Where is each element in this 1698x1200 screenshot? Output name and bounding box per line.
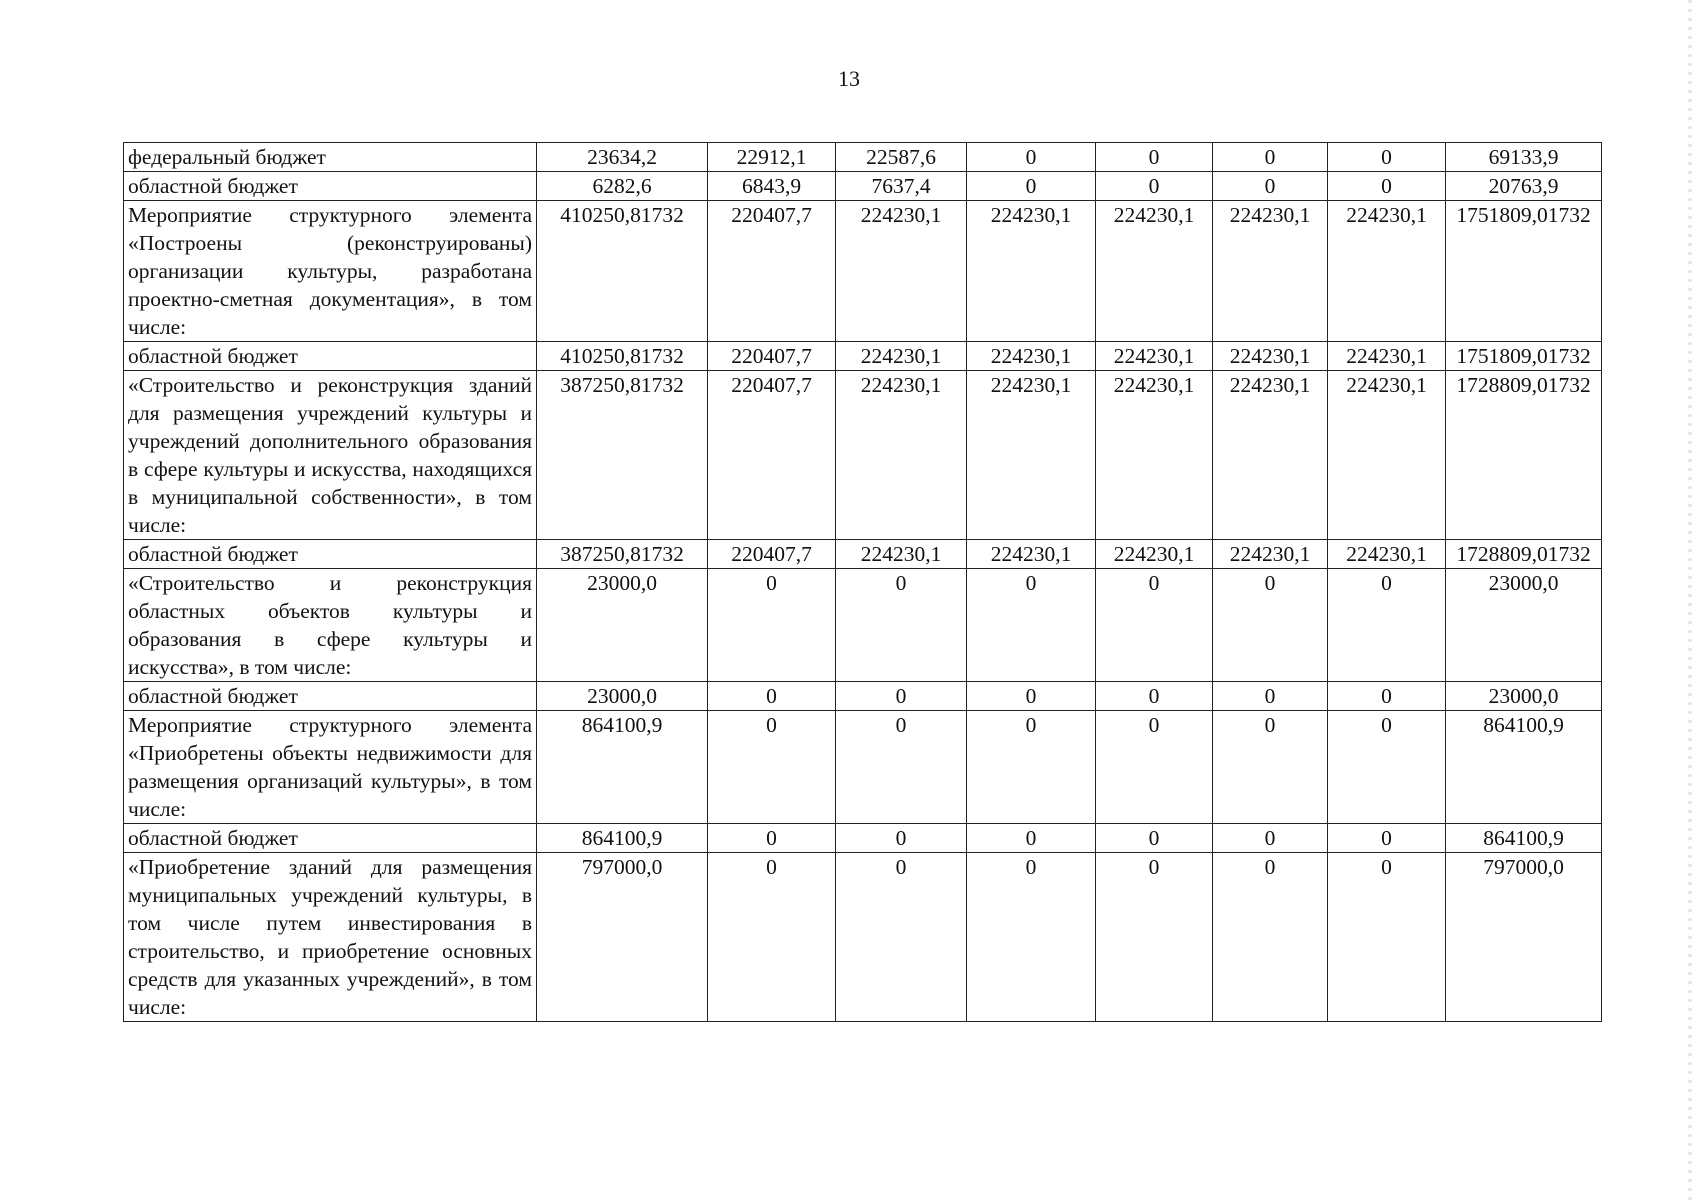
- cell-value: 224230,1: [1213, 342, 1328, 371]
- cell-value: 0: [1328, 682, 1446, 711]
- cell-total: 23000,0: [1446, 569, 1602, 682]
- cell-value: 6282,6: [537, 172, 708, 201]
- cell-value: 0: [836, 824, 967, 853]
- row-label: областной бюджет: [124, 824, 537, 853]
- cell-value: 0: [1096, 569, 1213, 682]
- cell-total: 20763,9: [1446, 172, 1602, 201]
- cell-value: 0: [1096, 824, 1213, 853]
- cell-value: 797000,0: [537, 853, 708, 1022]
- cell-value: 224230,1: [836, 201, 967, 342]
- row-label: «Строительство и реконструкция зданий для размещения учреждений культуры и учреждений дополнительного образования в сфере культуры и искусства, находящихся в муниципальной собственности», в том числе:: [124, 371, 537, 540]
- cell-value: 0: [1328, 569, 1446, 682]
- cell-value: 0: [836, 853, 967, 1022]
- cell-value: 0: [1096, 711, 1213, 824]
- cell-value: 0: [967, 143, 1096, 172]
- cell-value: 224230,1: [1328, 342, 1446, 371]
- cell-value: 387250,81732: [537, 371, 708, 540]
- cell-total: 1728809,01732: [1446, 540, 1602, 569]
- cell-value: 224230,1: [836, 540, 967, 569]
- cell-total: 69133,9: [1446, 143, 1602, 172]
- cell-value: 0: [836, 682, 967, 711]
- cell-value: 0: [1213, 853, 1328, 1022]
- cell-value: 0: [1096, 172, 1213, 201]
- cell-value: 0: [1096, 853, 1213, 1022]
- cell-value: 0: [967, 711, 1096, 824]
- cell-value: 864100,9: [537, 824, 708, 853]
- cell-total: 1728809,01732: [1446, 371, 1602, 540]
- row-label: областной бюджет: [124, 540, 537, 569]
- table-row: [124, 711, 1602, 824]
- cell-value: 0: [708, 569, 836, 682]
- cell-value: 224230,1: [1328, 201, 1446, 342]
- table-row: [124, 540, 1602, 569]
- cell-value: 224230,1: [1213, 540, 1328, 569]
- cell-value: 224230,1: [1096, 201, 1213, 342]
- cell-value: 224230,1: [967, 342, 1096, 371]
- table-row: [124, 682, 1602, 711]
- cell-value: 7637,4: [836, 172, 967, 201]
- cell-value: 0: [1213, 172, 1328, 201]
- table-row: [124, 371, 1602, 540]
- cell-value: 224230,1: [967, 371, 1096, 540]
- cell-value: 220407,7: [708, 371, 836, 540]
- cell-value: 23000,0: [537, 682, 708, 711]
- page-number: 13: [838, 66, 860, 91]
- table-row: [124, 569, 1602, 682]
- cell-value: 0: [967, 569, 1096, 682]
- cell-value: 224230,1: [1328, 371, 1446, 540]
- cell-value: 0: [1328, 853, 1446, 1022]
- row-label: областной бюджет: [124, 342, 537, 371]
- cell-total: 1751809,01732: [1446, 201, 1602, 342]
- row-label: Мероприятие структурного элемента «Построены (реконструированы) организации культуры, разработана проектно-сметная документация», в том числе:: [124, 201, 537, 342]
- cell-value: 0: [708, 824, 836, 853]
- row-label: областной бюджет: [124, 682, 537, 711]
- cell-value: 0: [836, 569, 967, 682]
- cell-value: 0: [1213, 143, 1328, 172]
- row-label: областной бюджет: [124, 172, 537, 201]
- cell-total: 23000,0: [1446, 682, 1602, 711]
- cell-value: 224230,1: [1096, 342, 1213, 371]
- cell-value: 224230,1: [967, 540, 1096, 569]
- cell-value: 0: [1328, 824, 1446, 853]
- cell-value: 0: [967, 824, 1096, 853]
- cell-value: 0: [1213, 824, 1328, 853]
- table-body: [124, 143, 1602, 1022]
- cell-value: 0: [1213, 682, 1328, 711]
- table-row: [124, 824, 1602, 853]
- cell-value: 23000,0: [537, 569, 708, 682]
- cell-value: 22587,6: [836, 143, 967, 172]
- cell-value: 6843,9: [708, 172, 836, 201]
- cell-value: 410250,81732: [537, 342, 708, 371]
- row-label: «Строительство и реконструкция областных объектов культуры и образования в сфере культуры и искусства», в том числе:: [124, 569, 537, 682]
- row-label: Мероприятие структурного элемента «Приобретены объекты недвижимости для размещения организаций культуры», в том числе:: [124, 711, 537, 824]
- cell-value: 0: [1213, 711, 1328, 824]
- cell-value: 224230,1: [1096, 540, 1213, 569]
- cell-value: 0: [708, 711, 836, 824]
- cell-value: 0: [1328, 172, 1446, 201]
- cell-value: 0: [967, 853, 1096, 1022]
- cell-value: 220407,7: [708, 342, 836, 371]
- row-label: «Приобретение зданий для размещения муниципальных учреждений культуры, в том числе путем инвестирования в строительство, и приобретение основных средств для указанных учреждений», в том числе:: [124, 853, 537, 1022]
- cell-value: 22912,1: [708, 143, 836, 172]
- row-label: федеральный бюджет: [124, 143, 537, 172]
- cell-value: 0: [967, 172, 1096, 201]
- cell-value: 0: [1096, 143, 1213, 172]
- cell-value: 224230,1: [836, 371, 967, 540]
- cell-value: 224230,1: [836, 342, 967, 371]
- table-row: [124, 172, 1602, 201]
- cell-value: 224230,1: [1096, 371, 1213, 540]
- cell-value: 0: [708, 682, 836, 711]
- cell-value: 0: [1328, 711, 1446, 824]
- cell-value: 0: [708, 853, 836, 1022]
- table-row: [124, 342, 1602, 371]
- cell-value: 220407,7: [708, 540, 836, 569]
- cell-total: 864100,9: [1446, 711, 1602, 824]
- cell-value: 0: [1096, 682, 1213, 711]
- cell-value: 0: [967, 682, 1096, 711]
- scan-edge-artifact: [1688, 0, 1692, 1200]
- table-row: [124, 201, 1602, 342]
- cell-value: 220407,7: [708, 201, 836, 342]
- cell-total: 864100,9: [1446, 824, 1602, 853]
- table-row: [124, 853, 1602, 1022]
- cell-value: 224230,1: [1213, 201, 1328, 342]
- cell-value: 224230,1: [1328, 540, 1446, 569]
- cell-value: 864100,9: [537, 711, 708, 824]
- cell-value: 0: [1328, 143, 1446, 172]
- cell-value: 387250,81732: [537, 540, 708, 569]
- cell-value: 224230,1: [967, 201, 1096, 342]
- cell-value: 0: [1213, 569, 1328, 682]
- cell-value: 23634,2: [537, 143, 708, 172]
- cell-total: 797000,0: [1446, 853, 1602, 1022]
- cell-total: 1751809,01732: [1446, 342, 1602, 371]
- budget-table: [123, 142, 1602, 1022]
- cell-value: 224230,1: [1213, 371, 1328, 540]
- cell-value: 410250,81732: [537, 201, 708, 342]
- cell-value: 0: [836, 711, 967, 824]
- table-row: [124, 143, 1602, 172]
